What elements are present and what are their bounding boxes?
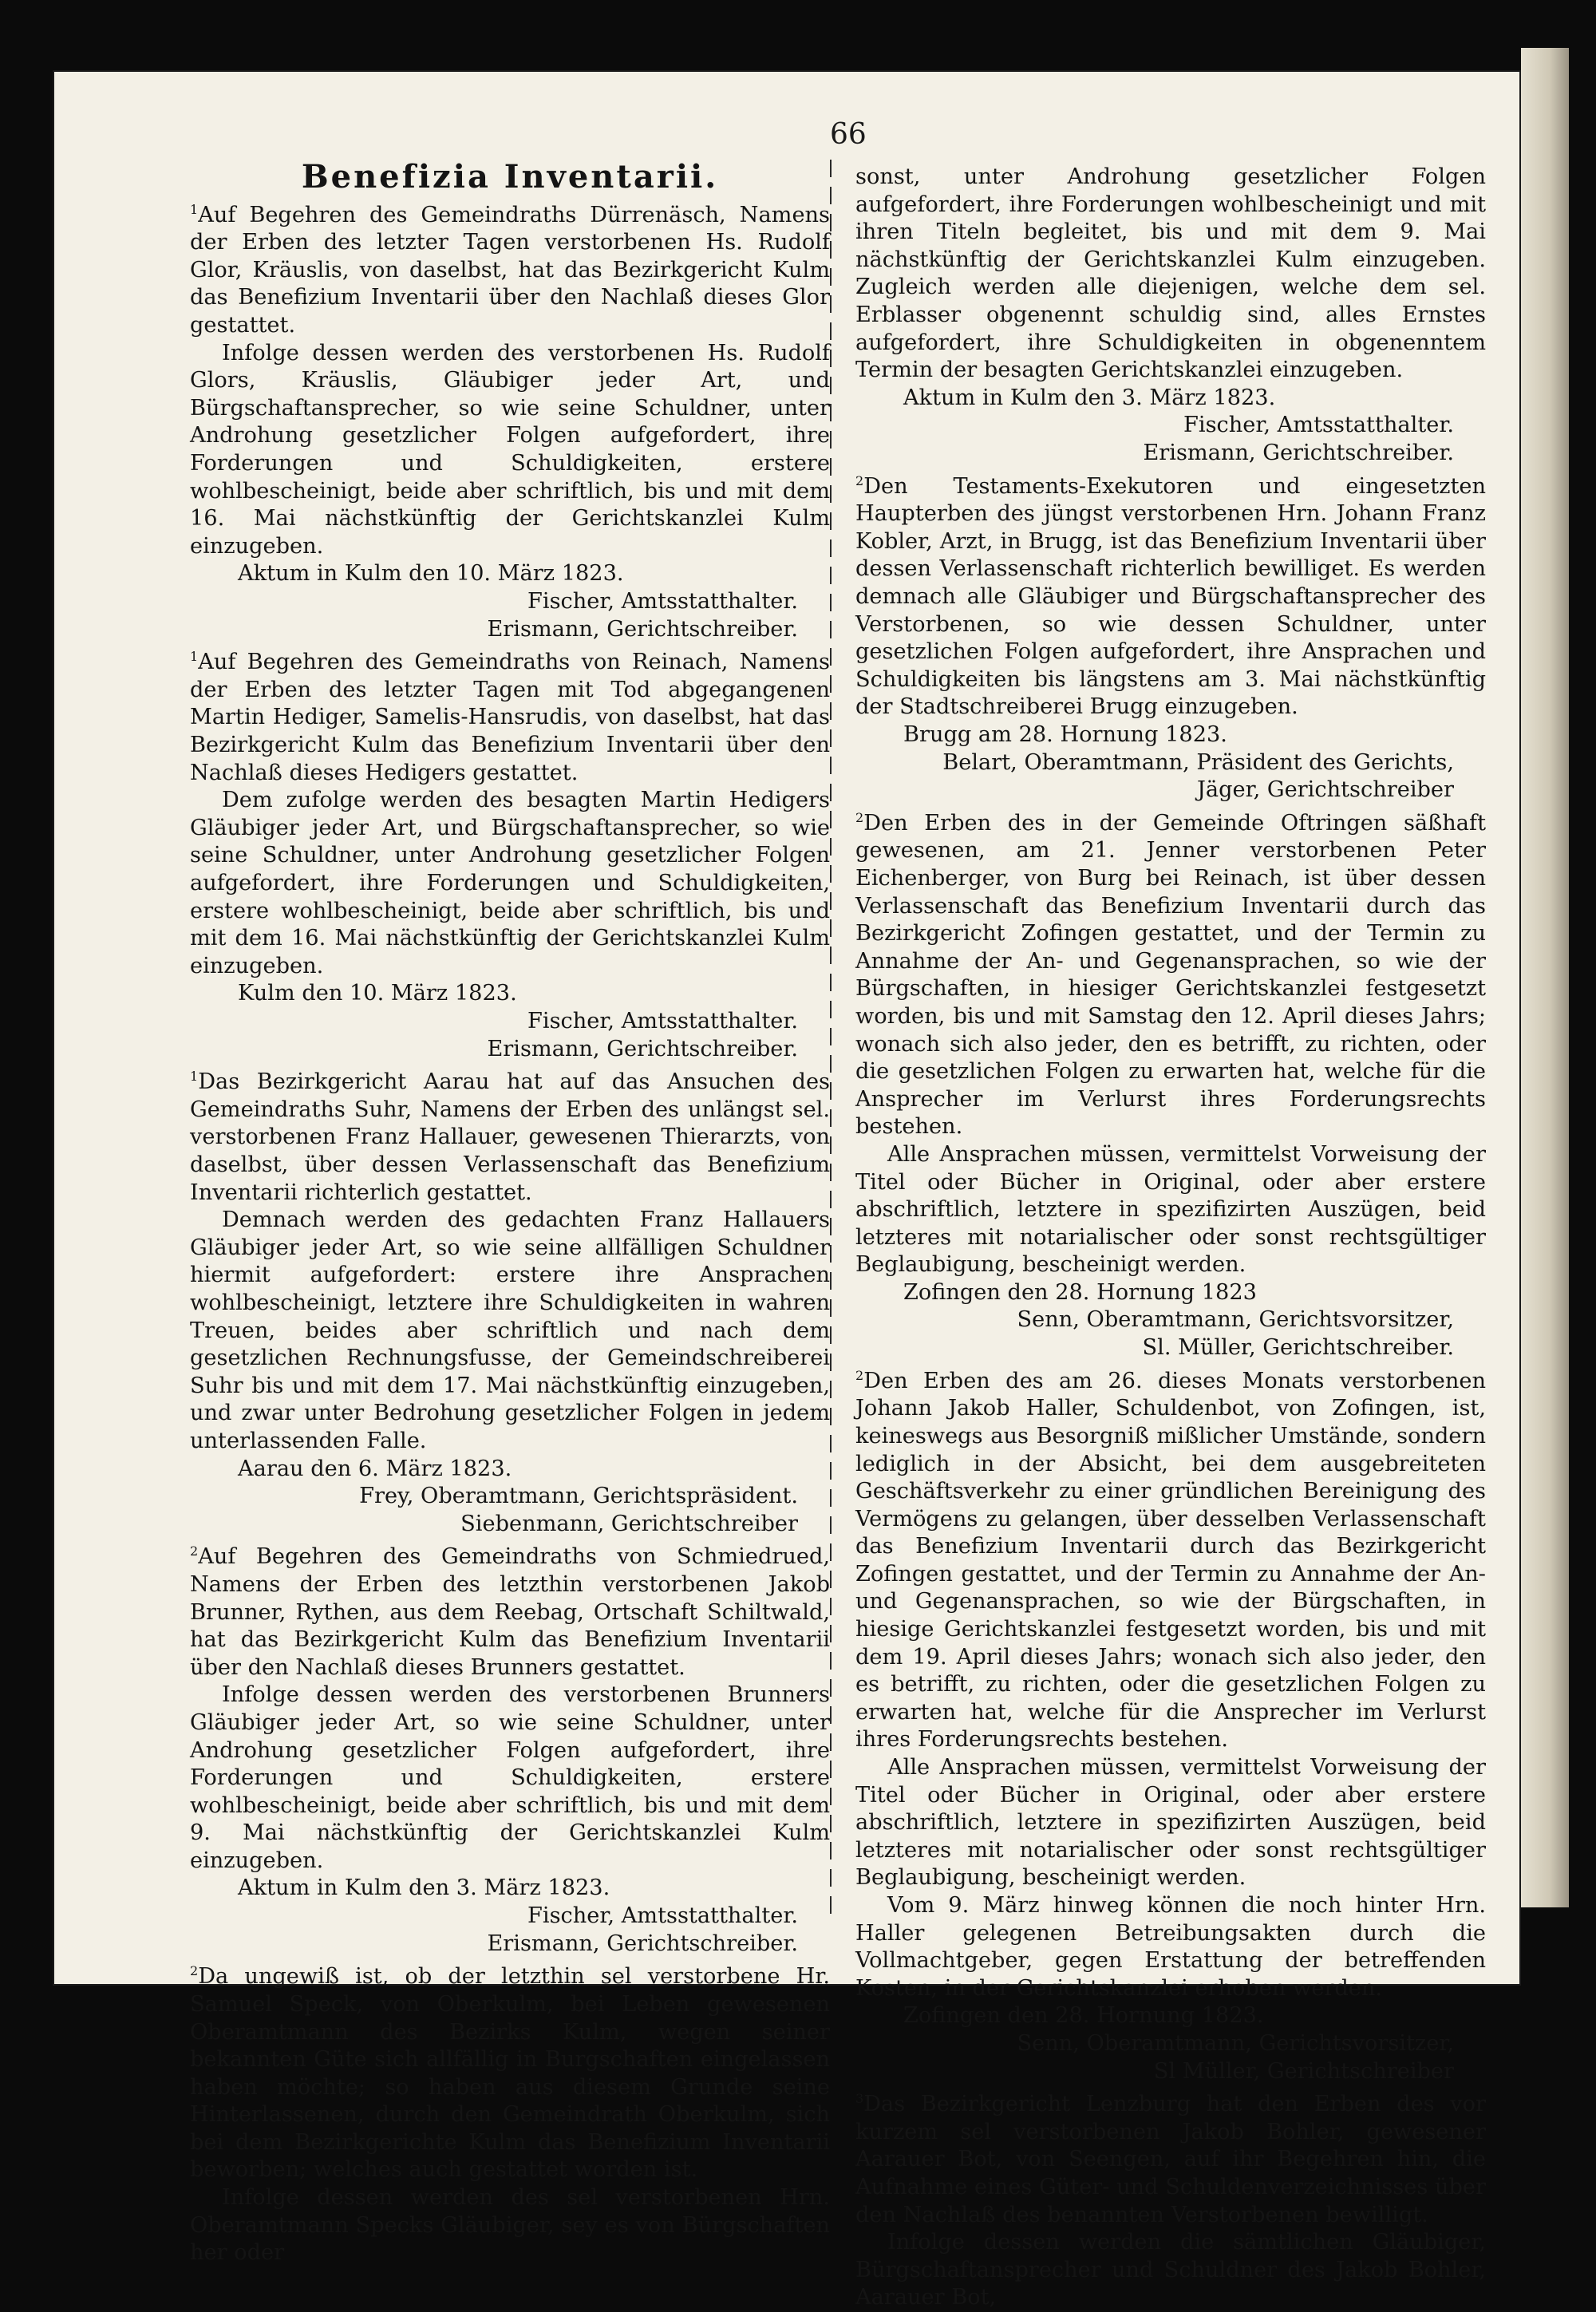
notice-haller xyxy=(855,1362,1486,2086)
notice-paragraph: Demnach werden des gedachten Franz Hallauers Gläubiger jeder Art, so wie seine allfälligen Schuldner hiermit aufgefordert: erstere ihre Ansprachen wohlbescheinigt, letztere ihre Schuldigkeiten in wahren Treuen, beides aber schriftlich und nach dem gesetzlichen Rechnungsfusse, der Gemeindschreiberei Suhr bis und mit dem 17. Mai nächstkünftig einzugeben, und zwar unter Bedrohung gesetzlicher Folgen in jedem unterlassenden Falle. xyxy=(190,1207,830,1453)
notice-mark: 3 xyxy=(855,2091,864,2107)
notice-date: Aktum in Kulm den 10. März 1823. xyxy=(238,561,624,587)
notice-paragraph: Infolge dessen werden des verstorbenen Brunners Gläubiger jeder Art, so wie seine Schuldner, unter Androhung gesetzlicher Folgen aufgefordert, ihre Forderungen und Schuldigkeiten, erstere wohlbescheinigt, beide aber schriftlich, bis und mit dem 9. Mai nächstkünftig der Gerichtskanzlei Kulm einzugeben. xyxy=(190,1682,830,1873)
notice-mark: 1 xyxy=(190,201,199,217)
notice-hediger xyxy=(190,643,830,1063)
notice-mark: 2 xyxy=(855,472,864,488)
notice-signature: Erismann, Gerichtschreiber. xyxy=(487,1931,798,1956)
notice-paragraph: Infolge dessen werden des verstorbenen Hs. Rudolf Glors, Kräuslis, Gläubiger jeder Art, und Bürgschaftansprecher, so wie seine Schuldner, unter Androhung gesetzlicher Folgen aufgefordert, ihre Forderungen und Schuldigkeiten, erstere wohlbescheinigt, beide aber schriftlich, bis und mit dem 16. Mai nächstkünftig der Gerichtskanzlei Kulm einzugeben. xyxy=(190,340,830,559)
notice-paragraph: Auf Begehren des Gemeindraths Dürrenäsch, Namens der Erben des letzter Tagen verstorbenen Hs. Rudolf Glor, Kräuslis, von daselbst, hat das Bezirkgericht Kulm das Benefizium Inventarii über den Nachlaß dieses Glor gestattet. xyxy=(190,202,830,338)
notice-paragraph: Auf Begehren des Gemeindraths von Schmiedrued, Namens der Erben des letzthin verstorbenen Jakob Brunner, Rythen, aus dem Reebag, Ortschaft Schiltwald, hat das Bezirkgericht Kulm das Benefizium Inventarii über den Nachlaß dieses Brunners gestattet. xyxy=(190,1544,830,1680)
notice-signature: Fischer, Amtsstatthalter. xyxy=(527,1008,798,1033)
notice-paragraph: Infolge dessen werden des sel verstorbenen Hrn. Oberamtmann Specks Gläubiger, sey es von Bürgschaften her oder xyxy=(190,2185,830,2266)
notice-paragraph: Vom 9. März hinweg können die noch hinter Hrn. Haller gelegenen Betreibungsakten durch die Vollmachtgeber, gegen Erstattung der betreffenden Kosten, in der Gerichtskanzlei erhoben werden. xyxy=(855,1893,1486,2001)
notice-paragraph: Den Erben des am 26. dieses Monats verstorbenen Johann Jakob Haller, Schuldenbot, von Zofingen, ist, keineswegs aus Besorgniß mißlicher Umstände, sondern lediglich in der Absicht, bei dem ausgebreiteten Geschäftsverkehr zu einer gründlichen Bereinigung des Vermögens zu gelangen, über desselben Verlassenschaft das Benefizium Inventarii durch das Bezirkgericht Zofingen gestattet, und der Termin zu Annahme der An- und Gegenansprachen, so wie der Bürgschaften, in hiesige Gerichtskanzlei festgesetzt worden, bis und mit dem 19. April dieses Jahrs; wonach sich also jeder, den es betrifft, zu richten, oder die gesetzlichen Folgen zu erwarten hat, welche für die Ansprecher im Verlurst ihres Forderungsrechts bestehen. xyxy=(855,1368,1486,1753)
notice-mark: 2 xyxy=(190,1963,199,1979)
notice-bohler xyxy=(855,2085,1486,2312)
notice-glor xyxy=(190,196,830,644)
notice-mark: 2 xyxy=(855,1367,864,1383)
notice-kobler xyxy=(855,468,1486,804)
notice-signature: Belart, Oberamtmann, Präsident des Gerichts, xyxy=(942,749,1454,775)
notice-signature: Siebenmann, Gerichtschreiber xyxy=(460,1511,798,1536)
notice-signature: Fischer, Amtsstatthalter. xyxy=(527,1903,798,1929)
notice-eichenberger xyxy=(855,804,1486,1362)
notice-signature: Erismann, Gerichtschreiber. xyxy=(487,1036,798,1061)
notice-signature: Erismann, Gerichtschreiber. xyxy=(487,616,798,642)
notice-date: Aktum in Kulm den 3. März 1823. xyxy=(238,1875,610,1901)
notice-signature: Senn, Oberamtmann, Gerichtsvorsitzer, xyxy=(1017,2030,1454,2056)
notice-paragraph: Den Erben des in der Gemeinde Oftringen säßhaft gewesenen, am 21. Jenner verstorbenen Peter Eichenberger, von Burg bei Reinach, ist über dessen Verlassenschaft das Benefizium Inventarii durch das Bezirkgericht Zofingen gestattet, und der Termin zu Annahme der An- und Gegenansprachen, so wie der Bürgschaften, in hiesiger Gerichtskanzlei festgesetzt worden, bis und mit Samstag den 12. April dieses Jahrs; wonach sich also jeder, den es betrifft, zu richten, oder die gesetzlichen Folgen zu erwarten hat, welche für die Ansprecher im Verlurst ihres Forderungsrechts bestehen. xyxy=(855,810,1486,1140)
notice-date: Kulm den 10. März 1823. xyxy=(238,981,517,1006)
notice-paragraph: Das Bezirkgericht Aarau hat auf das Ansuchen des Gemeindraths Suhr, Namens der Erben des unlängst sel. verstorbenen Franz Hallauer, gewesenen Thierarzts, von daselbst, über dessen Verlassenschaft das Benefizium Inventarii richterlich gestattet. xyxy=(190,1069,830,1205)
notice-signature: Sl. Müller, Gerichtschreiber. xyxy=(1142,1335,1454,1361)
notice-signature: Sl Müller, Gerichtschreiber xyxy=(1153,2058,1454,2084)
notice-paragraph: Das Bezirkgericht Lenzburg hat den Erben des vor kurzem sel verstorbenen Jakob Bohler, gewesener Aarauer Bot, von Seengen, auf ihr Begehren hin, die Aufnahme eines Güter- und Schuldenverzeichnisses über den Nachlaß des benannten Verstorbenen bewilligt. xyxy=(855,2092,1486,2227)
notice-paragraph: Infolge dessen werden die sämtlichen Gläubiger, Bürgschaftansprecher und Schuldner des Jakob Bohler, Aarauer Bot, xyxy=(855,2230,1486,2310)
left-column xyxy=(190,158,830,2267)
notice-mark: 2 xyxy=(855,809,864,825)
notice-date: Aarau den 6. März 1823. xyxy=(238,1456,512,1481)
notice-mark: 2 xyxy=(190,1543,199,1559)
notice-signature: Senn, Oberamtmann, Gerichtsvorsitzer, xyxy=(1017,1307,1454,1333)
notice-paragraph: Den Testaments-Exekutoren und eingesetzten Haupterben des jüngst verstorbenen Hrn. Johann Franz Kobler, Arzt, in Brugg, ist das Benefizium Inventarii über dessen Verlassenschaft richterlich bewilliget. Es werden demnach alle Gläubiger und Bürgschaftansprecher des Verstorbenen, so wie dessen Schuldner, unter gesetzlichen Folgen aufgefordert, ihre Ansprachen und Schuldigkeiten bis längstens am 3. Mai nächstkünftig der Stadtschreiberei Brugg einzugeben. xyxy=(855,473,1486,720)
notice-mark: 1 xyxy=(190,1069,199,1085)
right-column xyxy=(855,164,1486,2312)
notice-speck-continued xyxy=(855,164,1486,468)
notice-paragraph: sonst, unter Androhung gesetzlicher Folgen aufgefordert, ihre Forderungen wohlbescheinigt und mit ihren Titeln begleitet, bis und mit dem 9. Mai nächstkünftig der Gerichtskanzlei Kulm einzugeben. Zugleich werden alle diejenigen, welche dem sel. Erblasser obgenennt schuldig sind, alles Ernstes aufgefordert, ihre Schuldigkeiten in obgenenntem Termin der besagten Gerichtskanzlei einzugeben. xyxy=(855,164,1486,383)
notice-paragraph: Da ungewiß ist, ob der letzthin sel verstorbene Hr. Samuel Speck, von Oberkulm, bei Leben gewesenen Oberamtmann des Bezirks Kulm, wegen seiner bekannten Güte sich allfällig in Burgschaften eingelassen haben möchte; so haben aus diesem Grunde seine Hinterlassenen, durch den Gemeindrath Oberkulm, sich bei dem Bezirkgerichte Kulm das Benefizium Inventarii beworben; welches auch gestattet worden ist. xyxy=(190,1964,830,2183)
notice-paragraph: Auf Begehren des Gemeindraths von Reinach, Namens der Erben des letzter Tagen mit Tod abgegangenen Martin Hediger, Samelis-Hansrudis, von daselbst, hat das Bezirkgericht Kulm das Benefizium Inventarii über den Nachlaß dieses Hedigers gestattet. xyxy=(190,650,830,785)
notice-date: Zofingen den 28. Hornung 1823. xyxy=(903,2003,1264,2029)
notice-mark: 1 xyxy=(190,649,199,665)
notice-speck xyxy=(190,1958,830,2267)
column-rule xyxy=(830,160,832,1915)
notice-signature: Jäger, Gerichtschreiber xyxy=(1196,777,1454,803)
notice-hallauer xyxy=(190,1063,830,1538)
notice-signature: Erismann, Gerichtschreiber. xyxy=(1143,440,1454,465)
notice-date: Zofingen den 28. Hornung 1823 xyxy=(903,1279,1257,1305)
section-title: Benefizia Inventarii. xyxy=(301,158,719,196)
notice-brunner xyxy=(190,1538,830,1958)
notice-date: Aktum in Kulm den 3. März 1823. xyxy=(903,385,1276,410)
notice-signature: Fischer, Amtsstatthalter. xyxy=(1183,413,1454,438)
notice-paragraph: Alle Ansprachen müssen, vermittelst Vorweisung der Titel oder Bücher in Original, oder aber erstere abschriftlich, letztere in spezifizirten Auszügen, beid letzteres mit notarialischer oder sonst rechtsgültiger Beglaubigung, bescheinigt werden. xyxy=(855,1141,1486,1278)
book-spine xyxy=(1521,48,1569,1907)
notice-signature: Fischer, Amtsstatthalter. xyxy=(527,588,798,614)
notice-paragraph: Dem zufolge werden des besagten Martin Hedigers Gläubiger jeder Art, und Bürgschaftansprecher, so wie seine Schuldner, unter Androhung gesetzlicher Folgen aufgefordert, ihre Forderungen und Schuldigkeiten, erstere wohlbescheinigt, beide aber schriftlich, bis und mit dem 16. Mai nächstkünftig der Gerichtskanzlei Kulm einzugeben. xyxy=(190,788,830,978)
notice-paragraph: Alle Ansprachen müssen, vermittelst Vorweisung der Titel oder Bücher in Original, oder aber erstere abschriftlich, letztere in spezifizirten Auszügen, beid letzteres mit notarialischer oder sonst rechtsgültiger Beglaubigung, bescheinigt werden. xyxy=(855,1755,1486,1891)
notice-signature: Frey, Oberamtmann, Gerichtspräsident. xyxy=(359,1484,798,1509)
notice-date: Brugg am 28. Hornung 1823. xyxy=(903,721,1227,747)
page-number: 66 xyxy=(830,118,867,151)
